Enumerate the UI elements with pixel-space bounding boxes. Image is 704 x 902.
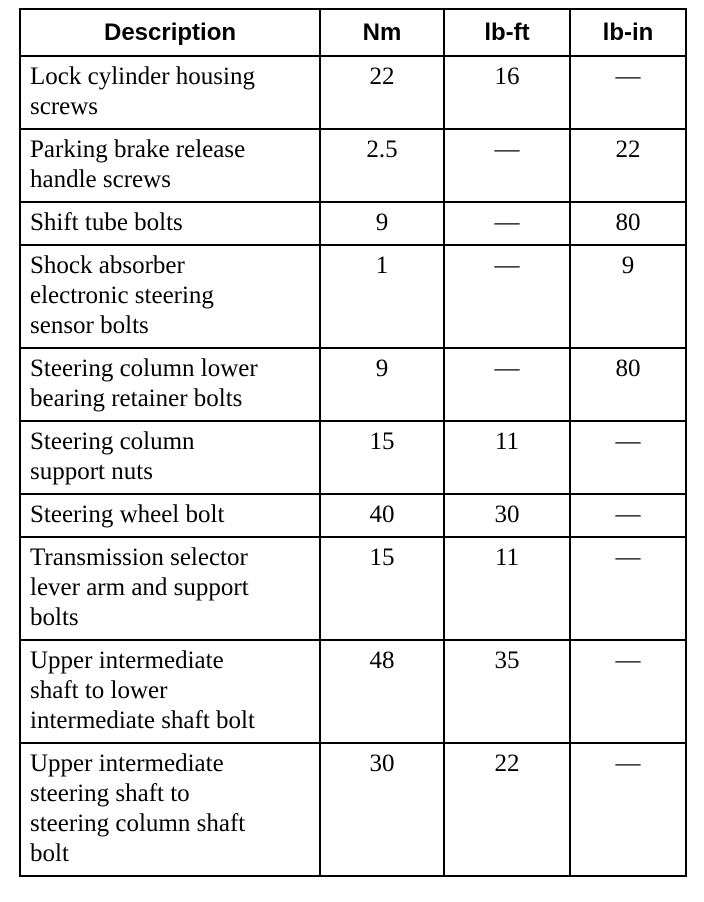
- lbin-cell: —: [570, 640, 686, 743]
- description-line: lever arm and support: [30, 574, 249, 601]
- lbft-cell: —: [444, 202, 570, 245]
- nm-cell: 15: [320, 421, 444, 494]
- header-lbft: lb-ft: [444, 9, 570, 56]
- description-line: Shock absorber: [30, 252, 185, 279]
- lbft-cell: 11: [444, 537, 570, 640]
- lbft-cell: —: [444, 129, 570, 202]
- lbft-cell: —: [444, 245, 570, 348]
- description-line: Shift tube bolts: [30, 209, 183, 236]
- description-line: steering shaft to: [30, 780, 190, 807]
- description-line: Parking brake release: [30, 136, 246, 163]
- description-cell: [20, 537, 320, 640]
- nm-cell: 48: [320, 640, 444, 743]
- header-nm: Nm: [320, 9, 444, 56]
- description-line: shaft to lower: [30, 677, 168, 704]
- table-row: [20, 245, 686, 348]
- description-cell: [20, 129, 320, 202]
- nm-cell: 40: [320, 494, 444, 537]
- lbin-cell: 80: [570, 348, 686, 421]
- lbft-cell: —: [444, 348, 570, 421]
- description-cell: [20, 202, 320, 245]
- description-cell: [20, 494, 320, 537]
- lbft-cell: 22: [444, 743, 570, 876]
- header-description: Description: [20, 9, 320, 56]
- table-header: [20, 9, 686, 56]
- nm-cell: 30: [320, 743, 444, 876]
- description-line: sensor bolts: [30, 312, 149, 339]
- lbin-cell: —: [570, 56, 686, 129]
- nm-cell: 15: [320, 537, 444, 640]
- description-line: support nuts: [30, 458, 153, 485]
- nm-cell: 9: [320, 348, 444, 421]
- lbin-cell: 80: [570, 202, 686, 245]
- lbft-cell: 35: [444, 640, 570, 743]
- description-cell: [20, 421, 320, 494]
- lbin-cell: 22: [570, 129, 686, 202]
- table-row: [20, 640, 686, 743]
- lbin-cell: —: [570, 494, 686, 537]
- torque-spec-table: [19, 8, 687, 877]
- lbin-cell: —: [570, 537, 686, 640]
- description-line: screws: [30, 93, 99, 120]
- table-row: [20, 421, 686, 494]
- description-line: electronic steering: [30, 282, 214, 309]
- table-body: [20, 56, 686, 876]
- table-row: [20, 129, 686, 202]
- lbft-cell: 11: [444, 421, 570, 494]
- table-row: [20, 56, 686, 129]
- header-lbin: lb-in: [570, 9, 686, 56]
- description-line: Upper intermediate: [30, 647, 224, 674]
- lbft-cell: 16: [444, 56, 570, 129]
- description-cell: [20, 743, 320, 876]
- table-row: [20, 348, 686, 421]
- description-line: intermediate shaft bolt: [30, 707, 255, 734]
- description-line: Steering column lower: [30, 355, 258, 382]
- description-cell: [20, 245, 320, 348]
- table-row: [20, 537, 686, 640]
- description-line: handle screws: [30, 166, 171, 193]
- header-row: [20, 9, 686, 56]
- description-cell: [20, 56, 320, 129]
- table-row: [20, 494, 686, 537]
- table-row: [20, 202, 686, 245]
- table-row: [20, 743, 686, 876]
- description-line: Steering column: [30, 428, 195, 455]
- lbin-cell: —: [570, 421, 686, 494]
- description-line: bolt: [30, 840, 69, 867]
- description-line: bearing retainer bolts: [30, 385, 243, 412]
- description-line: steering column shaft: [30, 810, 246, 837]
- description-cell: [20, 640, 320, 743]
- nm-cell: 22: [320, 56, 444, 129]
- description-line: Steering wheel bolt: [30, 501, 225, 528]
- description-cell: [20, 348, 320, 421]
- nm-cell: 2.5: [320, 129, 444, 202]
- description-line: Transmission selector: [30, 544, 248, 571]
- description-line: Lock cylinder housing: [30, 63, 255, 90]
- description-line: Upper intermediate: [30, 750, 224, 777]
- nm-cell: 1: [320, 245, 444, 348]
- nm-cell: 9: [320, 202, 444, 245]
- lbin-cell: —: [570, 743, 686, 876]
- lbin-cell: 9: [570, 245, 686, 348]
- lbft-cell: 30: [444, 494, 570, 537]
- description-line: bolts: [30, 604, 79, 631]
